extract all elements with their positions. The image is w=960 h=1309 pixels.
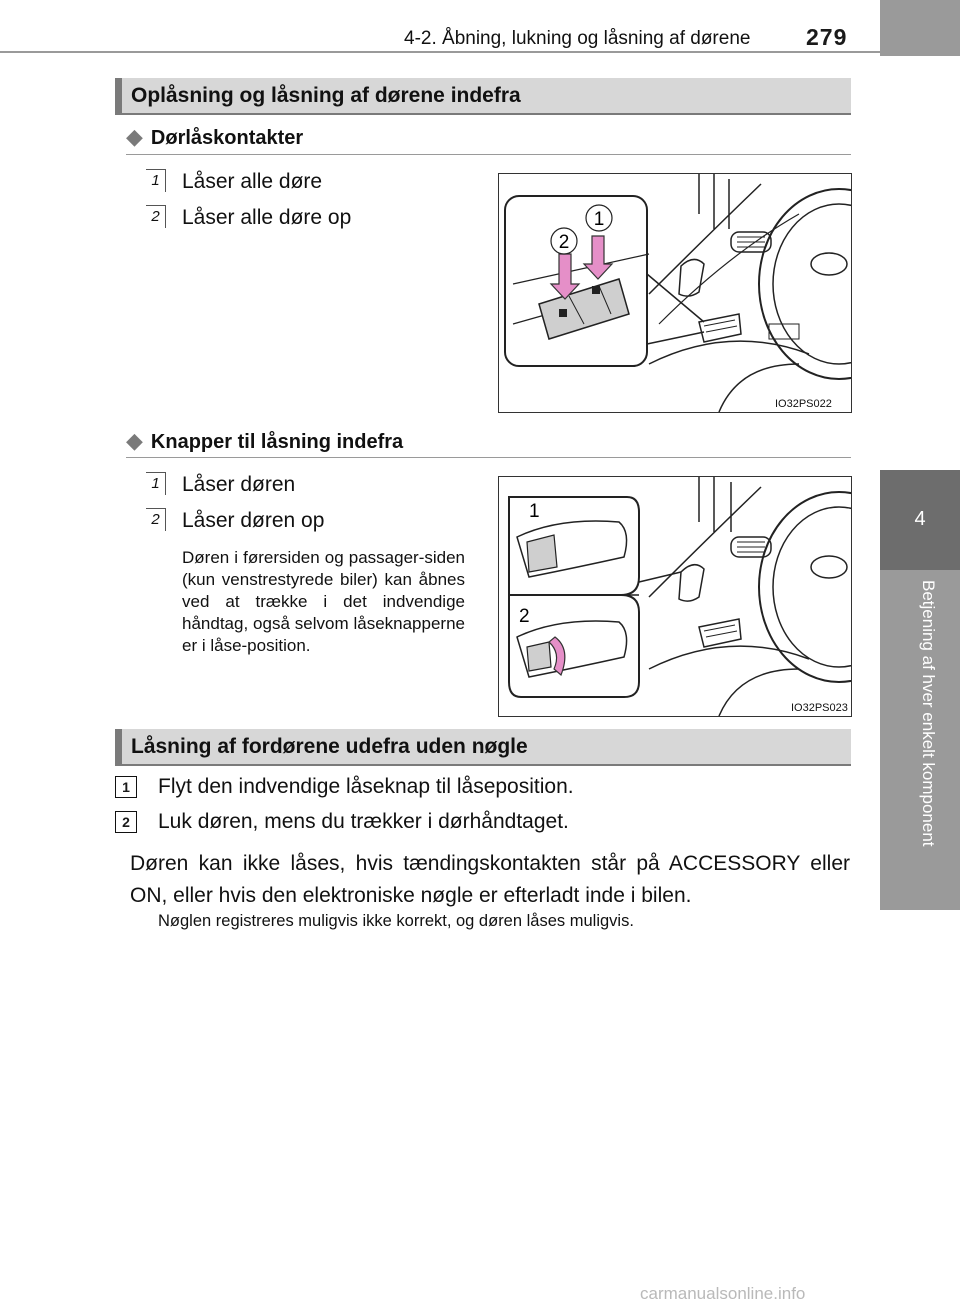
- callout-1: 1: [593, 209, 605, 230]
- item-number-badge: 1: [146, 472, 166, 495]
- figure-code: IO32PS022: [775, 398, 832, 410]
- subsection-rule: [126, 154, 851, 155]
- header-rule: [0, 51, 960, 53]
- item-text: Låser alle døre: [182, 170, 323, 193]
- chapter-title: Betjening af hver enkelt komponent: [919, 580, 938, 847]
- section-title: Låsning af fordørene udefra uden nøgle: [131, 735, 528, 758]
- subsection-title-inside-lock-buttons: [126, 428, 403, 454]
- figure-inside-lock-button: [498, 476, 852, 717]
- section-header-edge: [115, 729, 122, 765]
- callout-2: 2: [558, 232, 570, 253]
- section-rule: [115, 764, 851, 766]
- section-title: Oplåsning og låsning af dørene indefra: [131, 84, 521, 107]
- figure-code: IO32PS023: [791, 702, 848, 714]
- step-text: Luk døren, mens du trækker i dørhåndtaget.: [158, 810, 569, 833]
- header-tab: [880, 0, 960, 56]
- chapter-number: 4: [914, 508, 926, 530]
- step-text: Flyt den indvendige låseknap til låseposition.: [158, 775, 574, 798]
- subsection-rule: [126, 457, 851, 458]
- inside-lock-button-illustration: [499, 477, 851, 716]
- diamond-bullet-icon: ◆: [126, 124, 143, 149]
- callout-2: 2: [519, 606, 530, 627]
- section-rule: [115, 113, 851, 115]
- item-number-badge: 2: [146, 508, 166, 531]
- step-number-badge: 2: [115, 811, 137, 833]
- item-number-badge: 1: [146, 169, 166, 192]
- subsection-title-text: Dørlåskontakter: [150, 127, 304, 149]
- section-header-edge: [115, 78, 122, 114]
- callout-1: 1: [529, 501, 540, 522]
- door-lock-switch-illustration: [499, 174, 851, 412]
- note-text: Døren i førersiden og passager-siden (kun venstrestyrede biler) kan åbnes ved at trække i det indvendige håndtag, også selvom låseknapperne er i låse-position.: [182, 548, 465, 655]
- page-number: 279: [806, 24, 848, 50]
- item-text: Låser døren: [182, 473, 296, 496]
- section-header-lock-front-doors: [115, 729, 851, 765]
- subsection-title-door-lock-switches: [126, 124, 303, 150]
- breadcrumb: 4-2. Åbning, lukning og låsning af dørene: [404, 28, 751, 49]
- item-text: Låser alle døre op: [182, 206, 352, 229]
- item-number-badge: 2: [146, 205, 166, 228]
- body-paragraph: Døren kan ikke låses, hvis tændingskontakten står på ACCESSORY eller ON, eller hvis den elektroniske nøgle er efterladt inde i bilen.: [130, 852, 850, 907]
- item-text: Låser døren op: [182, 509, 325, 532]
- step-number-badge: 1: [115, 776, 137, 798]
- body-note: Nøglen registreres muligvis ikke korrekt, og døren låses muligvis.: [158, 912, 634, 930]
- diamond-bullet-icon: ◆: [126, 428, 143, 453]
- figure-door-lock-switch: [498, 173, 852, 413]
- subsection-title-text: Knapper til låsning indefra: [150, 431, 404, 453]
- section-header-unlock-inside: [115, 78, 851, 114]
- watermark: carmanualsonline.info: [640, 1284, 806, 1303]
